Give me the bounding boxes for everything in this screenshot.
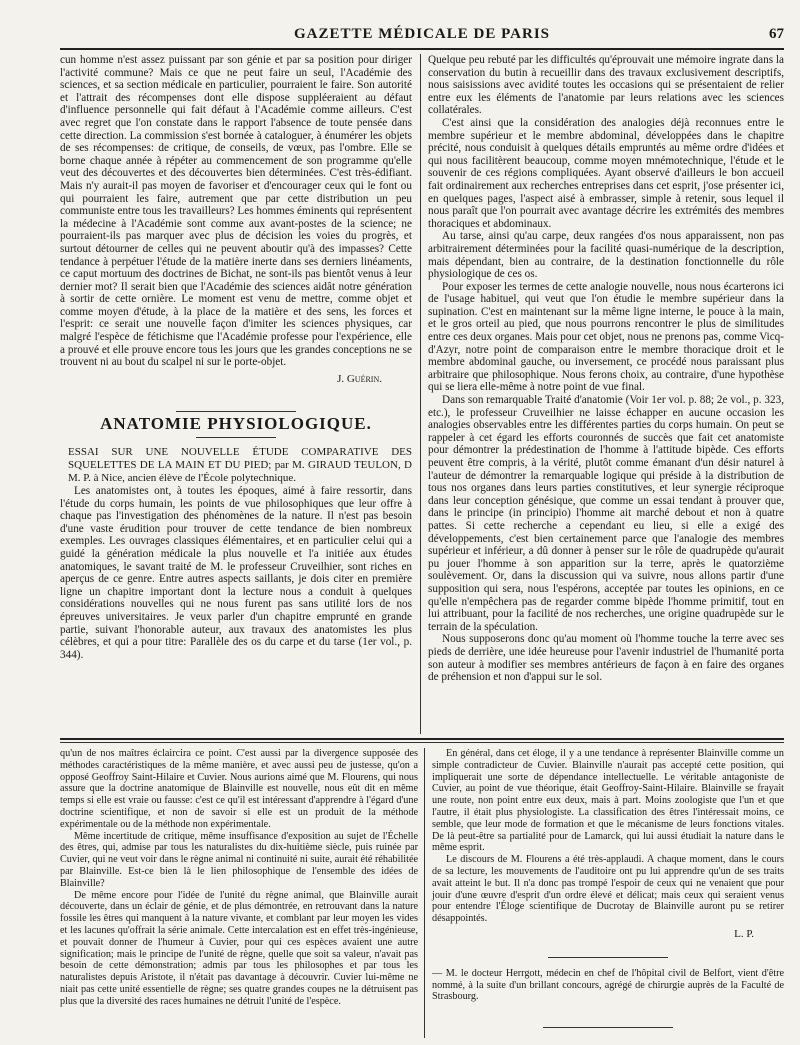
page-number: 67 xyxy=(769,26,784,42)
column-separator xyxy=(424,748,425,1038)
essay-title: ESSAI SUR UNE NOUVELLE ÉTUDE COMPARATIVE DES SQUELETTES DE LA MAIN ET DU PIED; par M. GIRAUD TEULON, D M. P. à Nice, ancien élève de l'École polytechnique. xyxy=(68,446,412,485)
news-divider xyxy=(548,957,668,958)
end-rule xyxy=(543,1027,673,1028)
bottom-right-column xyxy=(432,748,784,1028)
article-paragraph: Quelque peu rebuté par les difficultés qu'éprouvait une mémoire ingrate dans la conservation du butin à recueillir dans des travaux exclusivement descriptifs, nous saisissions avec avidité toutes les occasions qui se présentaient de relier entre eux les éléments de l'anatomie par leurs relations avec les sciences collatérales. xyxy=(428,54,784,117)
feuilleton-paragraph: En général, dans cet éloge, il y a une tendance à représenter Blainville comme un simple contradicteur de Cuvier. Blainville n'aurait pas accepté cette position, qui impliquerait une sorte de dépendance intellectuelle. Le véritable antagoniste de Cuvier, au point de vue théorique, était Geoffroy-Saint-Hilaire. Blainville se frayait une route, non point entre eux deux, mais à part. Moins zoologiste que l'un et que l'autre, il était plus physiologiste. La classification des êtres l'intéressait moins, ce semble, que leur mode de formation et que le mécanisme de leurs fonctions vitales. De là peut-être sa partialité pour de Lamarck, qui lui aussi étudiait la nature dans le même esprit. xyxy=(432,748,784,854)
article-paragraph: C'est ainsi que la considération des analogies déjà reconnues entre le membre supérieur et le membre abdominal, développées dans le chapitre précité, nous conduisit à quelques détails empruntés au même ordre d'idées et qui nous facilitèrent beaucoup, comme moyen mnémotechnique, l'étude et le souvenir de ces régions compliquées. Ayant observé d'ailleurs le bon accueil fait ordinairement aux recherches entreprises dans cet esprit, j'ose présenter ici, en quelques pages, l'aspect aisé à embrasser, simple à retenir, sous lequel il nous paraît que l'on pourrait avec avantage décrire les extrémités des membres thoraciques et abdominaux. xyxy=(428,116,784,230)
article-paragraph: Au tarse, ainsi qu'au carpe, deux rangées d'os nous apparaissent, non pas arbitrairement déterminées pour la facilité quasi-numérique de la description, mais dépendant, bien au contraire, de la destination fonctionnelle du rôle physiologique de ces os. xyxy=(428,230,784,281)
feuilleton-paragraph: qu'un de nos maîtres éclaircira ce point. C'est aussi par la divergence supposée des méthodes caractéristiques de la même manière, et avec aussi peu de justesse, qu'on a opposé Geoffroy Saint-Hilaire et Cuvier. Nous aurions aimé que M. Flourens, qui nous assure que la doctrine anatomique de Blainville est nouvelle, nous eût dit en même temps si elle est vraie ou fausse: c'est ce qu'il est intéressant d'apprendre à l'égard d'une doctrine scientifique, et non de savoir si elle est un produit de la méthode expérimentale ou de la méthode non expérimentale. xyxy=(60,748,418,830)
feuilleton-rule-inner xyxy=(60,742,784,743)
feuilleton-paragraph: Même incertitude de critique, même insuffisance d'exposition au sujet de l'Échelle des êtres, qui, admise par tous les naturalistes du dix-huitième siècle, puis ruinée par Cuvier, qui ne veut voir dans le règne animal ni continuité ni suite, aurait été réhabilitée par Blainville. Est-ce bien là le lien philosophique de l'ensemble des idées de Blainville? xyxy=(60,830,418,889)
top-right-column xyxy=(428,54,784,684)
section-title-rule xyxy=(196,437,276,438)
journal-title: GAZETTE MÉDICALE DE PARIS xyxy=(293,26,550,42)
author-signature: L. P. xyxy=(734,927,754,940)
header-rule xyxy=(60,48,784,50)
feuilleton-rule xyxy=(60,738,784,740)
feuilleton-paragraph: De même encore pour l'idée de l'unité du règne animal, que Blainville aurait découverte, dans un éclair de génie, et de plus démontrée, en retrouvant dans la nature fossile les êtres qui manquent à la nature vivante, et comblant par leur moyen les vides et les lacunes qu'offrait la série animale. Cette intercalation est en effet très-ingénieuse, et pouvait donner de l'humeur à Cuvier, pour qui ces espèces avaient une autre signification; mais le principe de l'unité de règne, quelle que soit sa valeur, n'avait pas besoin de cette démonstration; admis par tous les philosophes et par tous les naturalistes depuis Aristote, il n'était pas davantage à découvrir. Cuvier lui-même ne niait pas cette unité essentielle de règne; ses quatre grandes coupes ne la détruisent pas plus que la diversité des races humaines ne détruit l'unité de l'espèce. xyxy=(60,889,418,1007)
feuilleton-paragraph: Le discours de M. Flourens a été très-applaudi. A chaque moment, dans le cours de sa lecture, les mouvements de l'auditoire ont pu lui apprendre qu'un de ses traits avait atteint le but. Il n'a donc pas trompé l'espoir de ceux qui ne venaient que pour jouir d'une œuvre d'esprit d'un ordre élevé et délicat; mais ceux qui seraient venus pour entendre l'Éloge scientifique de Ducrotay de Blainville auront pu se retirer désappointés. xyxy=(432,854,784,925)
column-separator xyxy=(420,54,421,734)
section-title: ANATOMIE PHYSIOLOGIQUE. xyxy=(100,414,372,434)
article-paragraph: Pour exposer les termes de cette analogie nouvelle, nous nous écarterons ici de l'usage habituel, qui veut que l'on étudie le membre supérieur dans la supination. C'est en maintenant sur la même ligne interne, le pouce à la main, et le gros orteil au pied, que nous pourrons rencontrer le plus de similitudes entre ces deux organes. Mais pour cet objet, nous ne prenons pas, comme Vicq-d'Azyr, notre point de comparaison entre le membre thoracique droit et le membre abdominal gauche, ou inversement, ce procédé nous paraissant plus arbitraire que philosophique. Nous ferons choix, au contraire, d'une hypothèse qui se liera elle-même à notre point de vue final. xyxy=(428,280,784,394)
top-left-column xyxy=(60,54,412,661)
article-paragraph: Nous supposerons donc qu'au moment où l'homme touche la terre avec ses pieds de derrière, une idée heureuse pour l'avenir industriel de l'humanité porta son auteur à modifier ses membres antérieurs de façon à en faire des organes de préhension et non d'appui sur le sol. xyxy=(428,633,784,684)
page-header xyxy=(60,26,784,46)
section-divider xyxy=(176,411,296,412)
article-paragraph: cun homme n'est assez puissant par son génie et par sa position pour diriger l'activité commune? Mais ce que ne peut faire un seul, l'Académie des sciences, et sa section médicale en particulier, pourraient le faire. Son autorité et l'attrait des récompenses dont elle dispose suppléeraient au défaut d'influence personnelle qui fait défaut à l'Académie comme ailleurs. C'est avec regret que l'on constate dans le rapport l'absence de toute pensée dans cette direction. La commission s'est bornée à cataloguer, à énumérer les objets de ses récompenses: de critique, de conseils, de vœux, pas l'ombre. Elle se borne chaque année à répéter au commencement de son programme qu'elle veut des découvertes et des découvertes bien déterminées. C'est très-édifiant. Mais n'y aurait-il pas moyen de favoriser et d'encourager ceux qui le font ou qui pourraient les faire, autrement que par cette distribution un peu communiste entre tous les travailleurs? Les hommes éminents qui représentent la médecine à l'Académie sont comme aux avant-postes de la science; ne pourraient-ils pas marquer avec plus de décision les voies du progrès, et surtout détourner de celles qui ne peuvent aboutir qu'à des impasses? Cette tendance à perpétuer l'étude de la matière inerte dans ses derniers linéaments, ce caput mortuum des doctrines de Bichat, ne sont-ils pas bientôt venus à leur dernier mot? Il serait bien que l'Académie des sciences aidât notre génération à sortir de cette ornière. Le moment est venu de mettre, comme objet et comme moyen d'étude, à la place de la matière et des sens, les forces et l'esprit: ce serait une nouvelle façon d'imiter les sciences physiques, car malgré l'espèce de fétichisme que l'Académie professe pour l'expérience, elle a prouvé et elle prouve encore tous les jours que les grandes conceptions ne se trouvent ni au bout du scalpel ni sur le porte-objet. xyxy=(60,54,412,369)
article-paragraph: Les anatomistes ont, à toutes les époques, aimé à faire ressortir, dans l'étude du corps humain, les points de vue philosophiques que leur offre à chaque pas l'investigation des phénomènes de la nature. Il n'est pas besoin d'une vaste érudition pour trouver de cette tendance de bien nombreux exemples. Les ouvrages classiques élémentaires, et en particulier celui qui a guidé la génération médicale la plus nouvelle et l'a initiée aux études anatomiques, le savant traité de M. le professeur Cruveilhier, sont riches en aperçus de ce genre. Entre autres aspects saillants, je dois citer en première ligne un chapitre important dont la lecture nous a conduit à quelques considérations nouvelles qui ne nous furent pas sans utilité lors de nos épreuves universitaires. Je veux parler d'un chapitre emprunté en grande partie, suivant l'honorable auteur, aux travaux des anatomistes les plus célèbres, et qui a pour titre: Parallèle des os du carpe et du tarse (1er vol., p. 344). xyxy=(60,485,412,661)
author-signature: J. Guérin. xyxy=(337,372,382,385)
bottom-left-column xyxy=(60,748,418,1008)
news-item: — M. le docteur Herrgott, médecin en chef de l'hôpital civil de Belfort, vient d'être nommé, à la suite d'un brillant concours, agrégé de chirurgie auprès de la Faculté de Strasbourg. xyxy=(432,967,784,1003)
article-paragraph: Dans son remarquable Traité d'anatomie (Voir 1er vol. p. 88; 2e vol., p. 323, etc.), le professeur Cruveilhier ne laisse échapper en aucune occasion les analogies observables entre les différentes parties du corps humain. On peut se rappeler à cet égard les efforts couronnés de succès que fait cet anatomiste pour démontrer la prédestination de l'homme à l'attitude bipède. Ces efforts peuvent être compris, à la vérité, plutôt comme émanant d'un désir naturel à l'auteur de démontrer la remarquable logique qui préside à la distribution de tous nos organes dans leurs parties constitutives, et leur synergie réciproque dans leur conception génésique, que comme un essai tendant à prouver que, dans le principe (in principio) l'homme ait marché debout et non à quatre pattes. Si cette recherche a cependant eu lieu, si elle a exigé des développements, c'est bien certainement parce que l'analogie des membres supérieur et inférieur, a dû donner à penser sur le rôle de quadrupède qu'aurait pu jouer l'homme à son apparition sur la terre, après le quatorzième soulèvement. Or, dans la discussion qui va suivre, nous allons partir d'une supposition qui sera, nous l'espérons, acceptée par toutes les opinions, en ce qu'elle n'empêchera pas de regarder comme bipède l'homme primitif, tout en lui attribuant, pour la facilité de nos recherches, une origine quadrupède sur le terrain de la spéculation. xyxy=(428,394,784,633)
